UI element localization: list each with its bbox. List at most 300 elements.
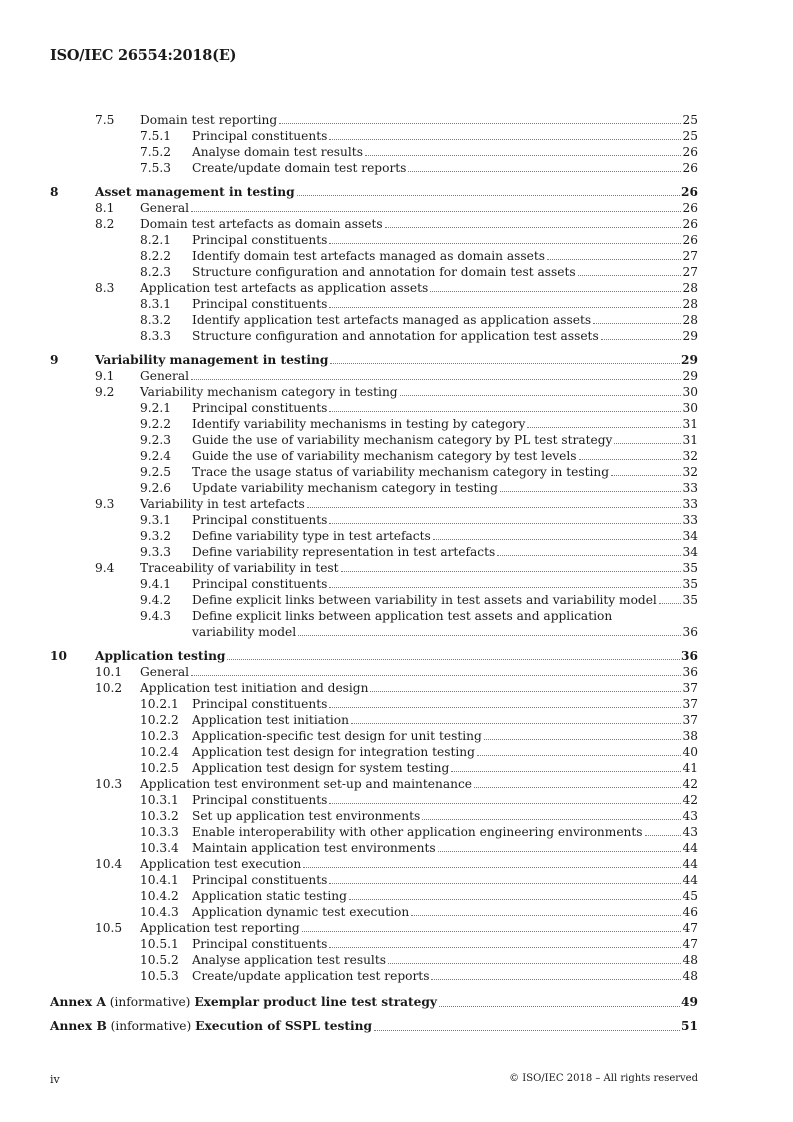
toc-subsection[interactable] <box>0 824 793 840</box>
toc-entry-number: 7.5.1 <box>140 129 172 143</box>
toc-entry-title: Analyse application test results <box>192 953 386 967</box>
toc-entry-link[interactable] <box>192 952 698 968</box>
toc-entry-number: 10.5.2 <box>140 953 179 967</box>
toc-entry-title: Define explicit links between application test assets and application <box>192 609 613 623</box>
toc-subsection[interactable] <box>0 968 793 984</box>
toc-subsection[interactable] <box>0 728 793 744</box>
toc-entry-title: Analyse domain test results <box>192 145 363 159</box>
toc-subsection[interactable] <box>0 888 793 904</box>
toc-entry-link[interactable] <box>140 112 698 128</box>
toc-page-number: 27 <box>682 265 698 279</box>
toc-page-number: 29 <box>681 353 698 367</box>
dot-leader <box>439 1006 680 1007</box>
dot-leader <box>329 587 681 588</box>
toc-entry-number: 10.3.2 <box>140 809 179 823</box>
annex-label: Annex A <box>50 995 106 1009</box>
toc-page-number: 25 <box>682 129 698 143</box>
toc-subsection[interactable] <box>0 576 793 592</box>
toc-page-number: 35 <box>682 577 698 591</box>
toc-page-number: 46 <box>682 905 698 919</box>
dot-leader <box>411 915 681 916</box>
annex-title: Execution of SSPL testing <box>195 1019 373 1033</box>
toc-entry-title: Application test environment set-up and maintenance <box>140 777 473 791</box>
dot-leader <box>349 899 682 900</box>
toc-page-number: 25 <box>682 113 698 127</box>
toc-section[interactable] <box>0 920 793 936</box>
toc-page-number: 47 <box>682 937 698 951</box>
toc-entry-link[interactable] <box>50 993 698 1011</box>
toc-entry-number: 9.2.3 <box>140 433 172 447</box>
toc-entry-number: 7.5.2 <box>140 145 172 159</box>
toc-page-number: 43 <box>682 825 698 839</box>
toc-entry-link[interactable] <box>192 480 698 496</box>
toc-section[interactable] <box>0 776 793 792</box>
dot-leader <box>329 307 681 308</box>
toc-entry-title: Principal constituents <box>192 937 328 951</box>
toc-page-number: 37 <box>682 697 698 711</box>
toc-entry-link[interactable] <box>192 128 698 144</box>
toc-subsection[interactable] <box>0 432 793 448</box>
toc-entry-title: General <box>140 665 189 679</box>
toc-entry-link[interactable] <box>95 184 698 200</box>
toc-page-number: 28 <box>682 281 698 295</box>
toc-entry-title: Application test artefacts as application assets <box>140 281 429 295</box>
dot-leader <box>279 123 681 124</box>
toc-chapter[interactable] <box>0 184 793 200</box>
toc-page-number: 42 <box>682 777 698 791</box>
toc-subsection[interactable] <box>0 264 793 280</box>
toc-page-number: 44 <box>682 873 698 887</box>
toc-entry-number: 7.5 <box>95 113 115 127</box>
toc-page-number: 41 <box>682 761 698 775</box>
toc-entry-title: Application test initiation and design <box>140 681 369 695</box>
toc-entry-link[interactable] <box>192 296 698 312</box>
toc-page-number: 29 <box>682 329 698 343</box>
toc-entry-number: 10.2 <box>95 681 123 695</box>
toc-page-number: 33 <box>682 481 698 495</box>
toc-entry-number: 10.3.1 <box>140 793 179 807</box>
toc-entry-title: Application static testing <box>192 889 347 903</box>
toc-annex[interactable] <box>0 1017 793 1035</box>
toc-annex[interactable] <box>0 993 793 1011</box>
toc-entry-link[interactable] <box>192 592 698 608</box>
toc-entry-link[interactable] <box>192 872 698 888</box>
toc-page-number: 32 <box>682 465 698 479</box>
toc-entry-title: Maintain application test environments <box>192 841 436 855</box>
toc-entry-title: Principal constituents <box>192 401 328 415</box>
toc-entry-number: 10.3.3 <box>140 825 179 839</box>
toc-entry-link[interactable] <box>192 760 698 776</box>
toc-page-number: 30 <box>682 401 698 415</box>
toc-page-number: 27 <box>682 249 698 263</box>
toc-page-number: 49 <box>681 995 698 1009</box>
toc-subsection[interactable] <box>0 872 793 888</box>
toc-entry-link[interactable] <box>192 888 698 904</box>
toc-entry-number: 9.3.2 <box>140 529 172 543</box>
toc-entry-title: Enable interoperability with other application engineering environments <box>192 825 643 839</box>
toc-entry-link[interactable] <box>192 608 698 640</box>
toc-page-number: 34 <box>682 529 698 543</box>
dot-leader <box>329 243 681 244</box>
toc-page-number: 26 <box>682 201 698 215</box>
toc-entry-number: 10.5.3 <box>140 969 179 983</box>
toc-page-number: 48 <box>682 969 698 983</box>
toc-subsection[interactable] <box>0 712 793 728</box>
toc-entry-title: Guide the use of variability mechanism category by test levels <box>192 449 577 463</box>
toc-entry-link[interactable] <box>192 840 698 856</box>
toc-section[interactable] <box>0 856 793 872</box>
toc-entry-link[interactable] <box>140 560 698 576</box>
toc-subsection[interactable] <box>0 248 793 264</box>
toc-entry-title: General <box>140 201 189 215</box>
toc-entry-number: 9.2.6 <box>140 481 172 495</box>
toc-entry-number: 9.2.4 <box>140 449 172 463</box>
toc-entry-number: 7.5.3 <box>140 161 172 175</box>
dot-leader <box>388 963 682 964</box>
dot-leader <box>374 1030 680 1031</box>
toc-entry-title: Principal constituents <box>192 233 328 247</box>
toc-entry-number: 8.3.3 <box>140 329 172 343</box>
toc-page-number: 44 <box>682 841 698 855</box>
toc-entry-link[interactable] <box>140 368 698 384</box>
dot-leader <box>370 691 681 692</box>
toc-subsection[interactable] <box>0 144 793 160</box>
toc-entry-title: Domain test reporting <box>140 113 278 127</box>
dot-leader <box>351 723 682 724</box>
toc-page-number: 26 <box>682 233 698 247</box>
toc-entry-link[interactable] <box>140 496 698 512</box>
toc-entry-title: Principal constituents <box>192 873 328 887</box>
toc-entry-number: 9.2.2 <box>140 417 172 431</box>
toc-entry-number: 9.3.1 <box>140 513 172 527</box>
toc-entry-title: Application test design for integration testing <box>192 745 475 759</box>
toc-entry-number: 9 <box>50 353 59 367</box>
toc-entry-number: 10.4 <box>95 857 123 871</box>
toc-entry-number: 9.2 <box>95 385 115 399</box>
toc-entry-number: 10.5 <box>95 921 123 935</box>
toc-entry-title: Application test execution <box>140 857 302 871</box>
toc-section[interactable] <box>0 200 793 216</box>
toc-page-number: 48 <box>682 953 698 967</box>
toc-subsection[interactable] <box>0 416 793 432</box>
toc-subsection[interactable] <box>0 160 793 176</box>
dot-leader <box>307 507 682 508</box>
toc-section[interactable] <box>0 280 793 296</box>
toc-entry-link[interactable] <box>192 904 698 920</box>
toc-entry-link[interactable] <box>192 448 698 464</box>
toc-entry-link[interactable] <box>140 280 698 296</box>
toc-page-number: 28 <box>682 297 698 311</box>
toc-entry-title: Identify application test artefacts managed as application assets <box>192 313 592 327</box>
toc-subsection[interactable] <box>0 480 793 496</box>
toc-chapter[interactable] <box>0 648 793 664</box>
toc-page-number: 29 <box>682 369 698 383</box>
toc-entry-link[interactable] <box>192 576 698 592</box>
toc-page-number: 35 <box>682 593 698 607</box>
toc-entry-link[interactable] <box>192 792 698 808</box>
dot-leader <box>341 571 682 572</box>
toc-entry-link[interactable] <box>140 664 698 680</box>
toc-subsection[interactable] <box>0 760 793 776</box>
dot-leader <box>329 803 681 804</box>
toc-entry-number: 10.4.1 <box>140 873 179 887</box>
dot-leader <box>329 139 681 140</box>
dot-leader <box>527 427 681 428</box>
toc-subsection[interactable] <box>0 528 793 544</box>
toc-entry-title: General <box>140 369 189 383</box>
toc-subsection[interactable] <box>0 312 793 328</box>
toc-entry-link[interactable] <box>192 144 698 160</box>
dot-leader <box>659 603 682 604</box>
toc-page-number: 32 <box>682 449 698 463</box>
toc-entry-number: 8.3 <box>95 281 115 295</box>
toc-entry-link[interactable] <box>140 920 698 936</box>
toc-entry-link[interactable] <box>192 712 698 728</box>
annex-label: Annex B <box>50 1019 107 1033</box>
toc-entry-title: Define variability representation in test artefacts <box>192 545 496 559</box>
toc-page-number: 31 <box>682 417 698 431</box>
toc-page-number: 26 <box>682 145 698 159</box>
toc-entry-number: 9.4 <box>95 561 115 575</box>
dot-leader <box>303 867 681 868</box>
toc-subsection[interactable] <box>0 696 793 712</box>
toc-subsection[interactable] <box>0 232 793 248</box>
toc-page-number: 33 <box>682 513 698 527</box>
toc-entry-title: Create/update application test reports <box>192 969 430 983</box>
toc-entry-link[interactable] <box>95 352 698 368</box>
toc-entry-link[interactable] <box>140 216 698 232</box>
toc-entry-number: 10.2.1 <box>140 697 179 711</box>
toc-entry-link[interactable] <box>192 512 698 528</box>
footer-page-number: iv <box>50 1073 60 1086</box>
toc-subsection[interactable] <box>0 400 793 416</box>
toc-section[interactable] <box>0 368 793 384</box>
dot-leader <box>430 291 681 292</box>
toc-section[interactable] <box>0 680 793 696</box>
dot-leader <box>297 195 680 196</box>
toc-page-number: 43 <box>682 809 698 823</box>
toc-entry-link[interactable] <box>140 856 698 872</box>
dot-leader <box>438 851 682 852</box>
toc-entry-number: 10.1 <box>95 665 123 679</box>
dot-leader <box>433 539 682 540</box>
dot-leader <box>474 787 681 788</box>
toc-subsection[interactable] <box>0 608 793 640</box>
toc-entry-number: 8.2.3 <box>140 265 172 279</box>
dot-leader <box>191 675 681 676</box>
toc-entry-number: 9.3.3 <box>140 545 172 559</box>
table-of-contents <box>0 112 793 1035</box>
toc-entry-title: variability model <box>192 625 297 639</box>
toc-entry-link[interactable] <box>192 968 698 984</box>
toc-page-number: 37 <box>682 713 698 727</box>
toc-entry-link[interactable] <box>95 648 698 664</box>
toc-entry-title: Application-specific test design for unit testing <box>192 729 482 743</box>
toc-entry-title: Application test design for system testing <box>192 761 450 775</box>
toc-entry-title: Principal constituents <box>192 697 328 711</box>
toc-entry-number: 10 <box>50 649 67 663</box>
dot-leader <box>579 459 682 460</box>
toc-subsection[interactable] <box>0 544 793 560</box>
toc-entry-title: Guide the use of variability mechanism category by PL test strategy <box>192 433 613 447</box>
toc-entry-link[interactable] <box>192 464 698 480</box>
toc-subsection[interactable] <box>0 808 793 824</box>
toc-subsection[interactable] <box>0 512 793 528</box>
toc-entry-link[interactable] <box>50 1017 698 1035</box>
toc-entry-link[interactable] <box>192 416 698 432</box>
toc-entry-number: 10.3 <box>95 777 123 791</box>
toc-entry-number: 9.4.3 <box>140 609 172 623</box>
toc-entry-number: 10.4.2 <box>140 889 179 903</box>
toc-subsection[interactable] <box>0 904 793 920</box>
toc-entry-link[interactable] <box>192 808 698 824</box>
toc-entry-link[interactable] <box>192 432 698 448</box>
toc-entry-title: Domain test artefacts as domain assets <box>140 217 383 231</box>
toc-entry-number: 10.2.2 <box>140 713 179 727</box>
document-header: ISO/IEC 26554:2018(E) <box>50 47 237 64</box>
toc-page-number: 35 <box>682 561 698 575</box>
toc-entry-number: 9.2.5 <box>140 465 172 479</box>
toc-entry-title: Variability management in testing <box>95 353 329 367</box>
annex-type: (informative) <box>110 1019 192 1033</box>
toc-subsection[interactable] <box>0 128 793 144</box>
toc-page-number: 26 <box>682 161 698 175</box>
toc-entry-title: Update variability mechanism category in testing <box>192 481 498 495</box>
toc-page-number: 38 <box>682 729 698 743</box>
toc-page-number: 44 <box>682 857 698 871</box>
toc-section[interactable] <box>0 496 793 512</box>
toc-entry-title: Identify variability mechanisms in testing by category <box>192 417 526 431</box>
toc-chapter[interactable] <box>0 352 793 368</box>
dot-leader <box>601 339 682 340</box>
toc-entry-title: Variability in test artefacts <box>140 497 305 511</box>
toc-entry-link[interactable] <box>140 200 698 216</box>
toc-entry-link[interactable] <box>192 248 698 264</box>
toc-subsection[interactable] <box>0 936 793 952</box>
toc-entry-title: Structure configuration and annotation for application test assets <box>192 329 599 343</box>
dot-leader <box>191 379 681 380</box>
toc-entry-title: Asset management in testing <box>95 185 295 199</box>
toc-page-number: 36 <box>682 665 698 679</box>
toc-entry-link[interactable] <box>192 328 698 344</box>
toc-entry-link[interactable] <box>192 312 698 328</box>
toc-entry-link[interactable] <box>140 384 698 400</box>
dot-leader <box>329 947 681 948</box>
toc-entry-number: 10.2.3 <box>140 729 179 743</box>
toc-entry-number: 9.2.1 <box>140 401 172 415</box>
toc-entry-number: 8.2.1 <box>140 233 172 247</box>
toc-entry-title: Define explicit links between variability in test assets and variability model <box>192 593 657 607</box>
toc-entry-link[interactable] <box>192 744 698 760</box>
toc-entry-link[interactable] <box>192 936 698 952</box>
toc-section[interactable] <box>0 112 793 128</box>
toc-entry-number: 8.2.2 <box>140 249 172 263</box>
toc-entry-title: Structure configuration and annotation for domain test assets <box>192 265 576 279</box>
dot-leader <box>614 443 681 444</box>
toc-page-number: 26 <box>681 185 698 199</box>
toc-entry-title: Variability mechanism category in testing <box>140 385 398 399</box>
dot-leader <box>298 635 681 636</box>
dot-leader <box>329 707 681 708</box>
toc-entry-number: 9.3 <box>95 497 115 511</box>
toc-entry-link[interactable] <box>140 776 698 792</box>
toc-entry-number: 9.4.2 <box>140 593 172 607</box>
toc-entry-link[interactable] <box>192 400 698 416</box>
toc-entry-title: Principal constituents <box>192 129 328 143</box>
toc-entry-number: 8.3.2 <box>140 313 172 327</box>
toc-entry-number: 10.2.4 <box>140 745 179 759</box>
toc-entry-title: Application testing <box>95 649 226 663</box>
toc-subsection[interactable] <box>0 840 793 856</box>
toc-entry-link[interactable] <box>192 160 698 176</box>
toc-subsection[interactable] <box>0 448 793 464</box>
toc-entry-link[interactable] <box>192 728 698 744</box>
toc-subsection[interactable] <box>0 792 793 808</box>
dot-leader <box>500 491 682 492</box>
toc-annex-title <box>50 1017 373 1035</box>
toc-entry-link[interactable] <box>192 528 698 544</box>
toc-entry-number: 10.5.1 <box>140 937 179 951</box>
toc-entry-title: Principal constituents <box>192 297 328 311</box>
dot-leader <box>191 211 681 212</box>
toc-page-number: 47 <box>682 921 698 935</box>
dot-leader <box>645 835 682 836</box>
toc-entry-link[interactable] <box>192 824 698 840</box>
toc-entry-link[interactable] <box>140 680 698 696</box>
toc-entry-title: Set up application test environments <box>192 809 421 823</box>
toc-entry-link[interactable] <box>192 232 698 248</box>
toc-section[interactable] <box>0 384 793 400</box>
toc-entry-number: 10.4.3 <box>140 905 179 919</box>
dot-leader <box>547 259 681 260</box>
toc-subsection[interactable] <box>0 296 793 312</box>
toc-entry-link[interactable] <box>192 544 698 560</box>
footer-copyright: © ISO/IEC 2018 – All rights reserved <box>509 1073 698 1084</box>
toc-annex-title <box>50 993 438 1011</box>
toc-subsection[interactable] <box>0 952 793 968</box>
dot-leader <box>611 475 681 476</box>
toc-entry-title: Principal constituents <box>192 577 328 591</box>
annex-type: (informative) <box>109 995 191 1009</box>
toc-subsection[interactable] <box>0 744 793 760</box>
dot-leader <box>400 395 682 396</box>
toc-subsection[interactable] <box>0 464 793 480</box>
dot-leader <box>431 979 681 980</box>
toc-page-number: 28 <box>682 313 698 327</box>
toc-section[interactable] <box>0 560 793 576</box>
toc-section[interactable] <box>0 216 793 232</box>
toc-entry-number: 9.1 <box>95 369 115 383</box>
dot-leader <box>451 771 681 772</box>
dot-leader <box>329 883 681 884</box>
toc-entry-number: 8.2 <box>95 217 115 231</box>
annex-title: Exemplar product line test strategy <box>194 995 438 1009</box>
toc-subsection[interactable] <box>0 328 793 344</box>
dot-leader <box>484 739 682 740</box>
dot-leader <box>593 323 681 324</box>
toc-entry-title: Application dynamic test execution <box>192 905 410 919</box>
dot-leader <box>227 659 680 660</box>
toc-entry-link[interactable] <box>192 264 698 280</box>
toc-section[interactable] <box>0 664 793 680</box>
dot-leader <box>422 819 681 820</box>
toc-entry-title: Application test initiation <box>192 713 349 727</box>
toc-entry-link[interactable] <box>192 696 698 712</box>
toc-page-number: 36 <box>682 625 698 639</box>
toc-subsection[interactable] <box>0 592 793 608</box>
toc-entry-title: Identify domain test artefacts managed as domain assets <box>192 249 546 263</box>
toc-page-number: 42 <box>682 793 698 807</box>
